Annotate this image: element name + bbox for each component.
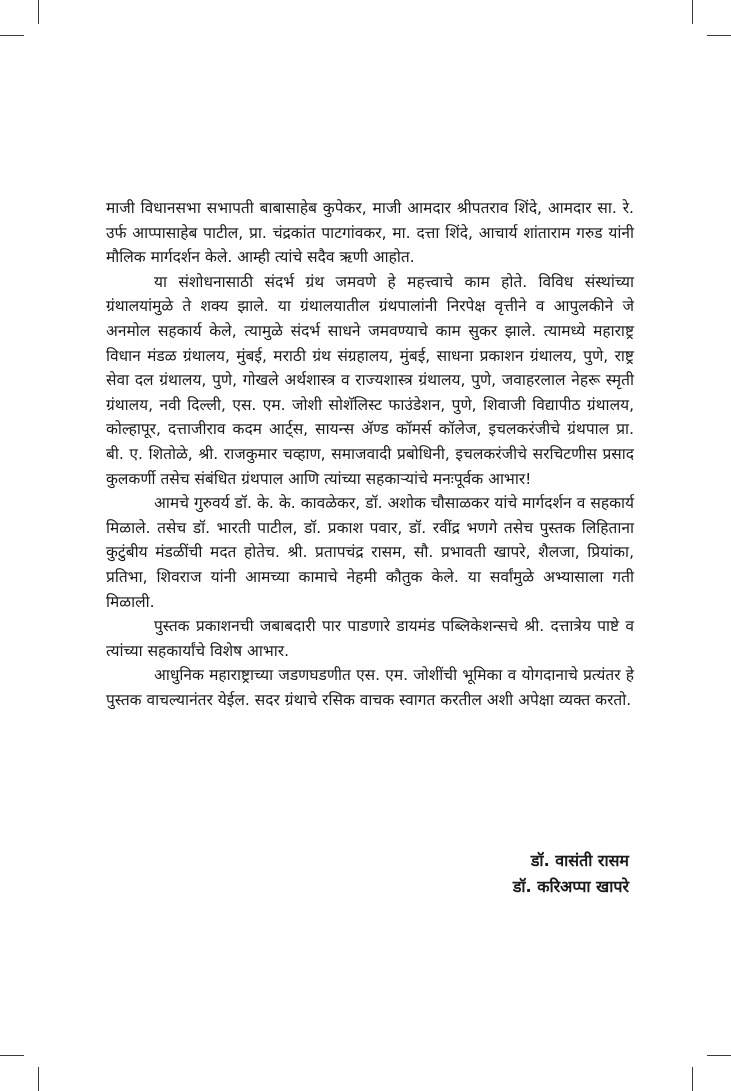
- paragraph-libraries: या संशोधनासाठी संदर्भ ग्रंथ जमवणे हे महत्त्वाचे काम होते. विविध संस्थांच्या ग्रंथालयांमुळे ते शक्य झाले. या ग्रंथालयातील ग्रंथपालांनी निरपेक्ष वृत्तीने व आपुलकीने जे अनमोल सहकार्य केले, त्यामुळे संदर्भ साधने जमवण्याचे काम सुकर झाले. त्यामध्ये महाराष्ट्र विधान मंडळ ग्रंथालय, मुंबई, मराठी ग्रंथ संग्रहालय, मुंबई, साधना प्रकाशन ग्रंथालय, पुणे, राष्ट्र सेवा दल ग्रंथालय, पुणे, गोखले अर्थशास्त्र व राज्यशास्त्र ग्रंथालय, पुणे, जवाहरलाल नेहरू स्मृती ग्रंथालय, नवी दिल्ली, एस. एम. जोशी सोशॅलिस्ट फाउंडेशन, पुणे, शिवाजी विद्यापीठ ग्रंथालय, कोल्हापूर, दत्ताजीराव कदम आर्ट्स, सायन्स ॲण्ड कॉमर्स कॉलेज, इचलकरंजीचे ग्रंथपाल प्रा. बी. ए. शितोळे, श्री. राजकुमार चव्हाण, समाजवादी प्रबोधिनी, इचलकरंजीचे सरचिटणीस प्रसाद कुलकर्णी तसेच संबंधित ग्रंथपाल आणि त्यांच्या सहकाऱ्यांचे मनःपूर्वक आभार!: [106, 272, 634, 488]
- body-text: [106, 196, 634, 712]
- paragraph-mentors: आमचे गुरुवर्य डॉ. के. के. कावळेकर, डॉ. अशोक चौसाळकर यांचे मार्गदर्शन व सहकार्य मिळाले. तसेच डॉ. भारती पाटील, डॉ. प्रकाश पवार, डॉ. रवींद्र भणगे तसेच पुस्तक लिहिताना कुटुंबीय मंडळींची मदत होतेच. श्री. प्रतापचंद्र रासम, सौ. प्रभावती खापरे, शैलजा, प्रियांका, प्रतिभा, शिवराज यांनी आमच्या कामाचे नेहमी कौतुक केले. या सर्वांमुळे अभ्यासाला गती मिळाली.: [106, 494, 634, 611]
- signature-author-1: डॉ. वासंती रासम: [530, 851, 629, 870]
- crop-mark-top-right-horizontal: [707, 35, 731, 36]
- paragraph-publisher: पुस्तक प्रकाशनची जबाबदारी पार पाडणारे डायमंड पब्लिकेशन्सचे श्री. दत्तात्रेय पाष्टे व त्यांच्या सहकार्यांचे विशेष आभार.: [106, 617, 634, 660]
- crop-mark-bottom-right-horizontal: [707, 1055, 731, 1056]
- crop-mark-top-left-horizontal: [0, 35, 24, 36]
- crop-mark-bottom-left-horizontal: [0, 1055, 24, 1056]
- paragraph-closing: आधुनिक महाराष्ट्राच्या जडणघडणीत एस. एम. जोशींची भूमिका व योगदानाचे प्रत्यंतर हे पुस्तक वाचल्यानंतर येईल. सदर ग्रंथाचे रसिक वाचक स्वागत करतील अशी अपेक्षा व्यक्त करतो.: [106, 666, 634, 709]
- crop-mark-top-left-vertical: [38, 0, 39, 24]
- paragraph-advisors: माजी विधानसभा सभापती बाबासाहेब कुपेकर, माजी आमदार श्रीपतराव शिंदे, आमदार सा. रे. उर्फ आप्पासाहेब पाटील, प्रा. चंद्रकांत पाटगांवकर, मा. दत्ता शिंदे, आचार्य शांताराम गरुड यांनी मौलिक मार्गदर्शन केले. आम्ही त्यांचे सदैव ऋणी आहोत.: [106, 199, 634, 267]
- signature-block: [513, 848, 629, 900]
- crop-mark-bottom-left-vertical: [38, 1067, 39, 1091]
- crop-mark-bottom-right-vertical: [692, 1067, 693, 1091]
- crop-mark-top-right-vertical: [692, 0, 693, 24]
- signature-author-2: डॉ. करिअप्पा खापरे: [512, 877, 629, 896]
